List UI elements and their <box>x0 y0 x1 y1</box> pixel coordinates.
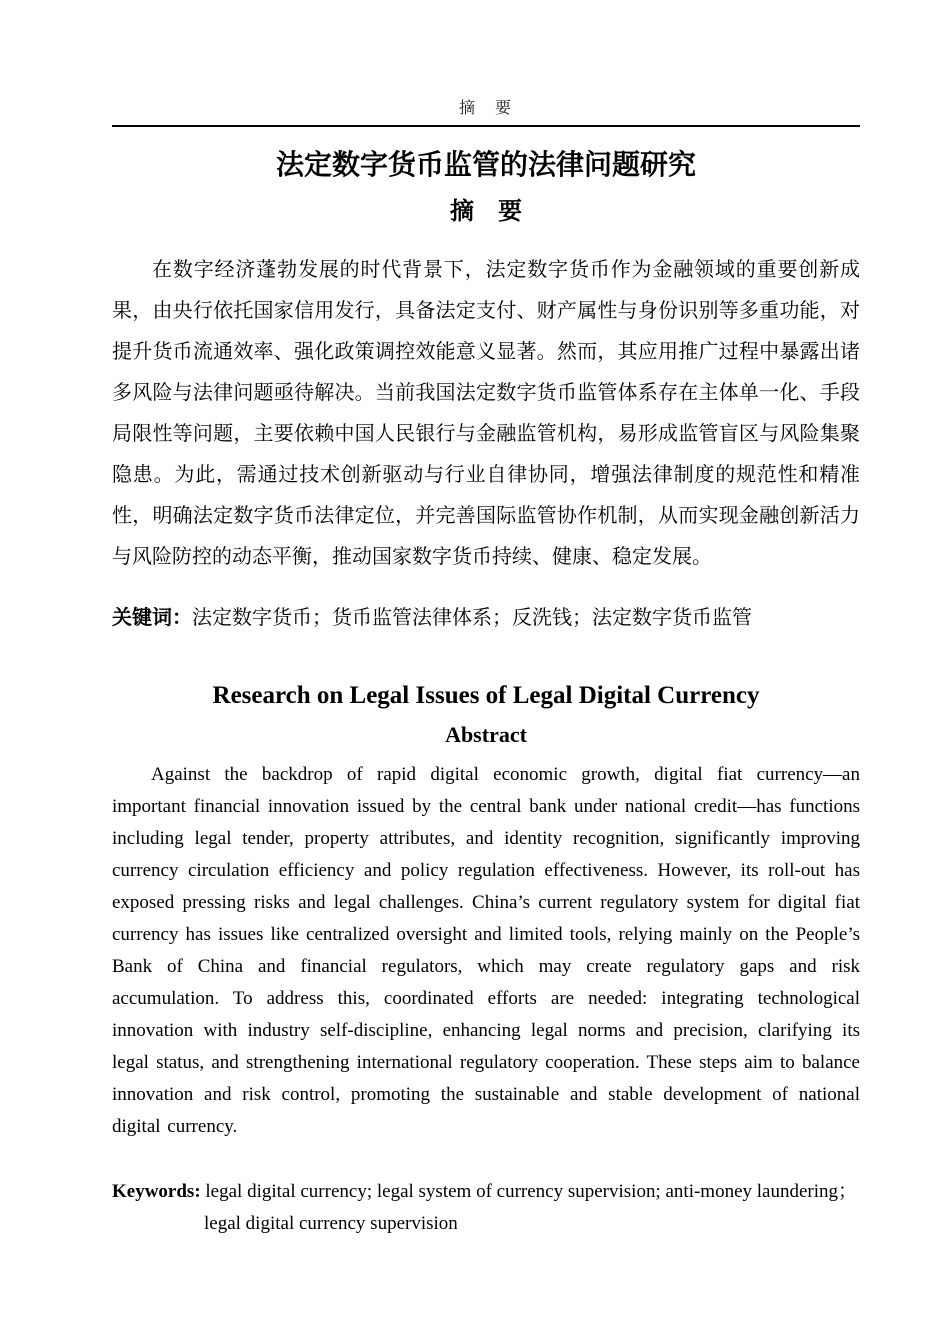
chinese-keywords-text: 法定数字货币；货币监管法律体系；反洗钱；法定数字货币监管 <box>192 607 752 629</box>
english-keywords-label: Keywords: <box>112 1181 201 1202</box>
chinese-abstract-paragraph: 在数字经济蓬勃发展的时代背景下，法定数字货币作为金融领域的重要创新成果，由央行依托国家信用发行，具备法定支付、财产属性与身份识别等多重功能，对提升货币流通效率、强化政策调控效能意义显著。然而，其应用推广过程中暴露出诸多风险与法律问题亟待解决。当前我国法定数字货币监管体系存在主体单一化、手段局限性等问题，主要依赖中国人民银行与金融监管机构，易形成监管盲区与风险集聚隐患。为此，需通过技术创新驱动与行业自律协同，增强法律制度的规范性和精准性，明确法定数字货币法律定位，并完善国际监管协作机制，从而实现金融创新活力与风险防控的动态平衡，推动国家数字货币持续、健康、稳定发展。 <box>112 259 860 568</box>
running-header: 摘 要 <box>112 95 860 127</box>
chinese-title: 法定数字货币监管的法律问题研究 <box>275 149 696 180</box>
chinese-abstract-heading: 摘 要 <box>450 198 522 225</box>
english-keywords-line <box>112 1176 860 1240</box>
chinese-keywords-label: 关键词： <box>112 607 192 629</box>
english-abstract-heading: Abstract <box>445 722 527 747</box>
english-keywords-text: legal digital currency; legal system of currency supervision; anti-money laundering；legal digital currency supervision <box>200 1181 858 1234</box>
english-abstract-paragraph: Against the backdrop of rapid digital economic growth, digital fiat currency—an important financial innovation issued by the central bank under national credit—has functions including legal tender, property attributes, and identity recognition, significantly improving currency circulation efficiency and policy regulation effectiveness. However, its roll-out has exposed pressing risks and legal challenges. China’s current regulatory system for digital fiat currency has issues like centralized oversight and limited tools, relying mainly on the People’s Bank of China and financial regulators, which may create regulatory gaps and risk accumulation. To address this, coordinated efforts are needed: integrating technological innovation with industry self-discipline, enhancing legal norms and precision, clarifying its legal status, and strengthening international regulatory cooperation. These steps aim to balance innovation and risk control, promoting the sustainable and stable development of national digital currency. <box>112 764 860 1137</box>
chinese-keywords-line <box>112 598 860 639</box>
english-title: Research on Legal Issues of Legal Digital Currency <box>212 682 760 709</box>
